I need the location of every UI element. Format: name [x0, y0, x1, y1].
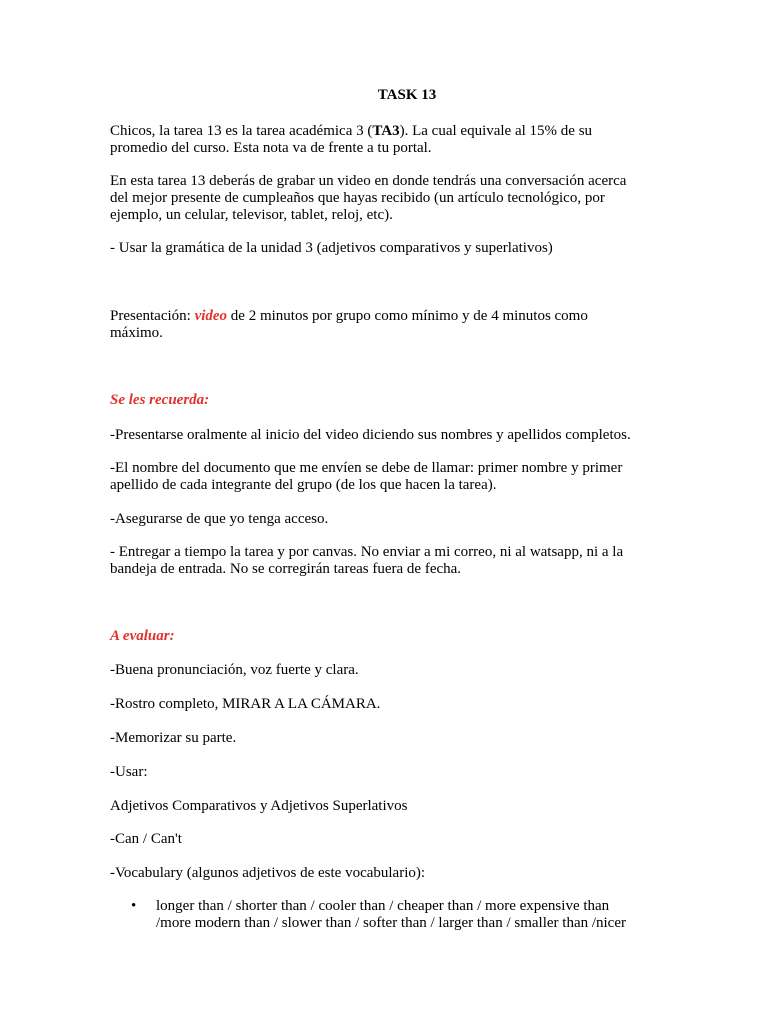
- presentation-label: Presentación:: [110, 308, 195, 324]
- presentation-line-2: máximo.: [110, 325, 163, 341]
- intro-text-c: ). La cual equivale al 15% de su: [399, 123, 593, 139]
- reminder-heading: Se les recuerda:: [110, 392, 210, 408]
- reminder-item-3: -Asegurarse de que yo tenga acceso.: [110, 511, 329, 527]
- video-word: video: [194, 308, 228, 324]
- intro-ta3-bold: TA3: [372, 123, 400, 139]
- reminder-item-2-line-1: -El nombre del documento que me envíen se debe de llamar: primer nombre y primer: [110, 460, 623, 476]
- reminder-item-2-line-2: apellido de cada integrante del grupo (de los que hacen la tarea).: [110, 477, 497, 493]
- reminder-item-1: -Presentarse oralmente al inicio del video diciendo sus nombres y apellidos completos.: [110, 427, 631, 443]
- evaluate-item-2: -Rostro completo, MIRAR A LA CÁMARA.: [110, 696, 381, 712]
- reminder-item-4-line-1: - Entregar a tiempo la tarea y por canvas. No enviar a mi correo, ni al watsapp, ni a la: [110, 544, 624, 560]
- evaluate-item-6: -Can / Can't: [110, 831, 182, 847]
- intro-paragraph-line-2: promedio del curso. Esta nota va de frente a tu portal.: [110, 140, 432, 156]
- bullet-line-2: /more modern than / slower than / softer than / larger than / smaller than /nicer: [156, 915, 626, 931]
- intro-text-a: Chicos, la tarea 13 es la tarea académica 3 (: [110, 123, 373, 139]
- evaluate-item-1: -Buena pronunciación, voz fuerte y clara.: [110, 662, 359, 678]
- page-title: TASK 13: [377, 87, 437, 103]
- reminder-item-4-line-2: bandeja de entrada. No se corregirán tareas fuera de fecha.: [110, 561, 462, 577]
- bullet-line-1: longer than / shorter than / cooler than / cheaper than / more expensive than: [156, 898, 610, 914]
- evaluate-heading: A evaluar:: [110, 628, 175, 644]
- description-line-1: En esta tarea 13 deberás de grabar un video en donde tendrás una conversación acerca: [110, 173, 627, 189]
- evaluate-item-4: -Usar:: [110, 764, 148, 780]
- grammar-line: - Usar la gramática de la unidad 3 (adjetivos comparativos y superlativos): [110, 240, 553, 256]
- evaluate-item-5: Adjetivos Comparativos y Adjetivos Superlativos: [110, 798, 408, 814]
- description-line-2: del mejor presente de cumpleaños que hayas recibido (un artículo tecnológico, por: [110, 190, 605, 206]
- evaluate-item-7: -Vocabulary (algunos adjetivos de este vocabulario):: [110, 865, 426, 881]
- presentation-rest: de 2 minutos por grupo como mínimo y de 4 minutos como: [227, 308, 588, 324]
- description-line-3: ejemplo, un celular, televisor, tablet, reloj, etc).: [110, 207, 393, 223]
- presentation-line-1: [110, 307, 588, 325]
- evaluate-item-3: -Memorizar su parte.: [110, 730, 237, 746]
- intro-paragraph-line-1: [110, 122, 592, 140]
- bullet-marker: •: [131, 898, 137, 914]
